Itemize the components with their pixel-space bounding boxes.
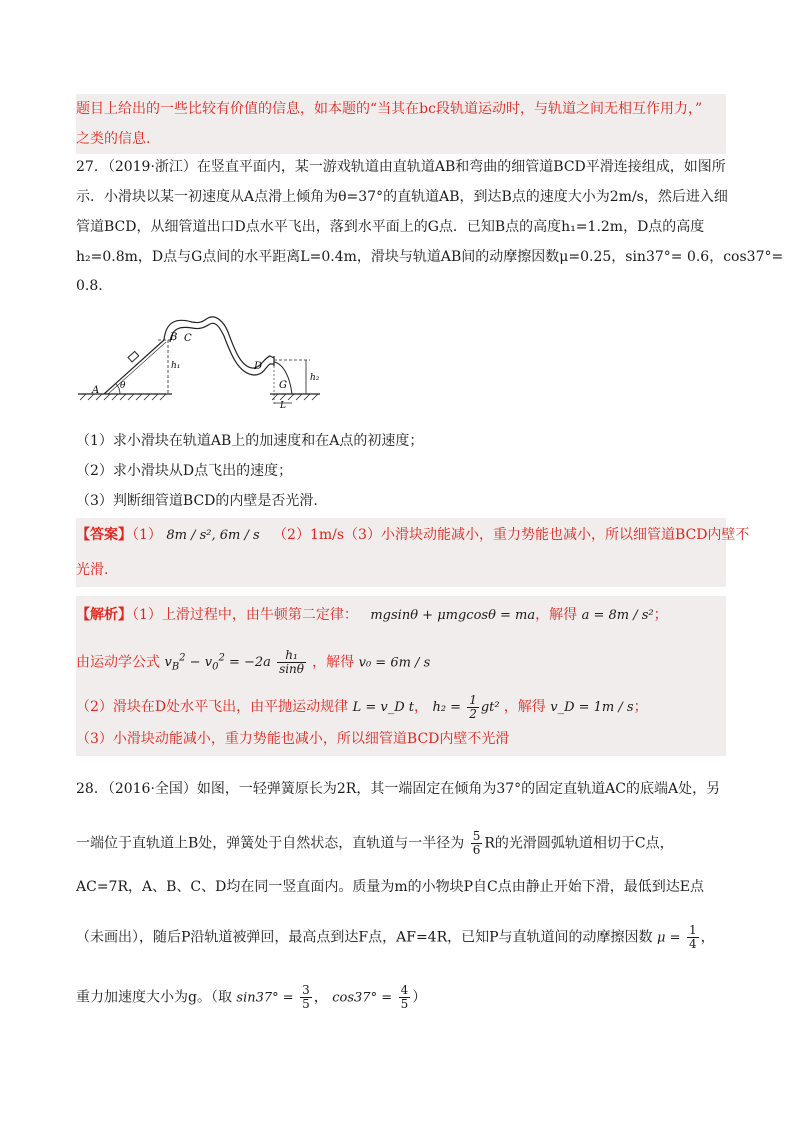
eq3-numerator: h₁ xyxy=(277,649,306,663)
analysis-line-1c: ； xyxy=(653,607,668,623)
answer-part-3: 光滑. xyxy=(76,562,109,578)
q28-line-2b: R的光滑圆弧轨道相切于C点， xyxy=(484,835,674,852)
q27-line-4: h₂=0.8m，D点与G点间的水平距离L=0.4m，滑块与轨道AB间的动摩擦因数μ=0.25，sin37°= 0.6，cos37°= xyxy=(76,249,784,265)
q28-line-4a: （未画出），随后P沿轨道被弹回，最高点到达F点，AF=4R，已知P与直轨道间的动摩擦因数 xyxy=(76,929,653,946)
eq3-denominator: sinθ xyxy=(279,662,305,677)
analysis-line-2b: ，解得 xyxy=(312,654,355,671)
eq3-v-0: v xyxy=(204,655,213,671)
analysis-line-3c: ； xyxy=(633,699,648,715)
analysis-line-3b: ，解得 xyxy=(503,699,546,715)
intro-note xyxy=(76,94,726,154)
q27-line-1: 27．（2019·浙江）在竖直平面内，某一游戏轨道由直轨道AB和弯曲的细管道BCD平滑连接组成，如图所 xyxy=(76,159,726,175)
q28-frac-3-den: 5 xyxy=(302,997,310,1011)
q28-line-4b: ， xyxy=(700,929,715,946)
analysis-tag: 【解析】 xyxy=(76,607,132,623)
answer-part-2: （2）1m/s（3）小滑块动能减小，重力势能也减小，所以细管道BCD内壁不 xyxy=(273,527,750,543)
answer-part-1: （1） xyxy=(132,527,162,543)
incline-ab-inner xyxy=(108,342,166,394)
analysis-line-1b: ，解得 xyxy=(535,607,578,623)
analysis-eq-6 xyxy=(432,693,503,721)
eq6-left: h₂ = xyxy=(432,700,462,715)
q28-line-5c: ） xyxy=(412,989,427,1006)
q27-line-5: 0.8. xyxy=(76,278,103,294)
label-g: G xyxy=(279,380,287,391)
eq6-right: gt² xyxy=(480,700,500,715)
q28-frac-2-num: 1 xyxy=(688,923,697,937)
q28-line-4 xyxy=(76,924,715,951)
q28-frac-2-den: 4 xyxy=(688,937,697,951)
analysis-line-1a: （1）上滑过程中，由牛顿第二定律： xyxy=(132,607,358,623)
answer-tag: 【答案】 xyxy=(76,527,132,543)
eq6-denominator: 2 xyxy=(469,707,477,721)
analysis-eq-5: L = v_D t xyxy=(352,700,415,715)
q28-line-5b: ， xyxy=(313,989,328,1006)
analysis-eq-3: $v_B^2 - v_0^2 = -2a$ $\frac{\text{h₁}}{\sin\theta}$ xyxy=(164,648,305,677)
eq3-mid: = −2a xyxy=(228,655,271,671)
label-b: B xyxy=(170,332,178,343)
q28-line-3: AC=7R，A、B、C、D均在同一竖直面内。质量为m的小物块P自C点由静止开始下滑，最低到达E点 xyxy=(76,879,704,895)
q28-line-1: 28．（2016·全国）如图，一轻弹簧原长为2R，其一端固定在倾角为37°的固定直轨道AC的底端A处，另 xyxy=(76,781,721,797)
analysis-eq-2: a = 8m / s² xyxy=(581,608,654,623)
track-diagram xyxy=(74,308,324,412)
q27-sub-1: （1）求小滑块在轨道AB上的加速度和在A点的初速度； xyxy=(76,433,424,449)
q28-sin: sin37° = xyxy=(236,990,294,1006)
incline-ab xyxy=(104,340,164,394)
slider-block xyxy=(128,351,139,361)
q27-line-3: 管道BCD，从细管道出口D点水平飞出，落到水平面上的G点．已知B点的高度h₁=1.2m，D点的高度 xyxy=(76,219,705,235)
label-c: C xyxy=(184,333,192,344)
q28-frac-1-den: 6 xyxy=(472,843,481,857)
q28-frac-3-num: 3 xyxy=(302,983,310,997)
analysis-block: 【解析】（1）上滑过程中，由牛顿第二定律： mgsinθ + μmgcosθ = ma，解得 a = 8m / s²； 由运动学公式 $v_B^2 - v_0^2 = -2a$ $\frac{\text{h₁}}{\sin\theta}$ ，解得 v₀ = 6m / s （2）滑块在D处水平飞出，由平抛运动规律 L = v_D t， h₂ = $\frac{1}{2}$ gt² ，解得 v_D = 1m / s； （3）小滑块动能减小，重力势能也减小，所以细管道BCD内壁不光滑 xyxy=(76,596,726,756)
q28-frac-4-den: 5 xyxy=(400,997,409,1011)
answer-formula-1: 8m / s², 6m / s xyxy=(166,528,260,543)
eq3-v-b: v xyxy=(164,655,172,671)
q27-sub-2: （2）求小滑块从D点飞出的速度； xyxy=(76,463,293,479)
q28-cos: cos37° = xyxy=(332,990,393,1006)
q28-mu: μ = xyxy=(657,930,681,946)
analysis-line-2a: 由运动学公式 xyxy=(76,654,160,671)
analysis-eq-7: v_D = 1m / s xyxy=(550,700,634,715)
q28-line-2a: 一端位于直轨道上B处，弹簧处于自然状态，直轨道与一半径为 xyxy=(76,835,465,852)
q28-line-2 xyxy=(76,830,674,857)
intro-line-1: 题目上给出的一些比较有价值的信息，如本题的“当其在bc段轨道运动时，与轨道之间无相互作用力，” xyxy=(76,101,703,117)
eq6-numerator: 1 xyxy=(469,693,477,707)
q27-line-2: 示．小滑块以某一初速度从A点滑上倾角为θ=37°的直轨道AB，到达B点的速度大小为2m/s，然后进入细 xyxy=(76,189,728,205)
q28-frac-4-num: 4 xyxy=(400,983,409,997)
label-theta: θ xyxy=(120,381,126,391)
analysis-line-3a: （2）滑块在D处水平飞出，由平抛运动规律 xyxy=(76,699,349,715)
answer-block xyxy=(76,518,750,587)
analysis-eq-1: mgsinθ + μmgcosθ = ma xyxy=(370,608,536,623)
label-h1: h₁ xyxy=(171,361,181,371)
analysis-eq-4: v₀ = 6m / s xyxy=(358,655,431,671)
q28-line-5a: 重力加速度大小为g。（取 xyxy=(76,989,232,1006)
label-d: D xyxy=(254,361,263,372)
q28-frac-1-num: 5 xyxy=(472,829,481,843)
label-l: L xyxy=(280,401,286,411)
label-a: A xyxy=(92,385,100,396)
label-h2: h₂ xyxy=(310,373,320,383)
q27-sub-3: （3）判断细管道BCD的内壁是否光滑. xyxy=(76,493,318,509)
analysis-line-4: （3）小滑块动能减小，重力势能也减小，所以细管道BCD内壁不光滑 xyxy=(76,731,510,747)
intro-line-2: 之类的信息. xyxy=(76,131,151,147)
ground-hatch-right xyxy=(272,394,318,400)
q28-line-5 xyxy=(76,984,426,1011)
